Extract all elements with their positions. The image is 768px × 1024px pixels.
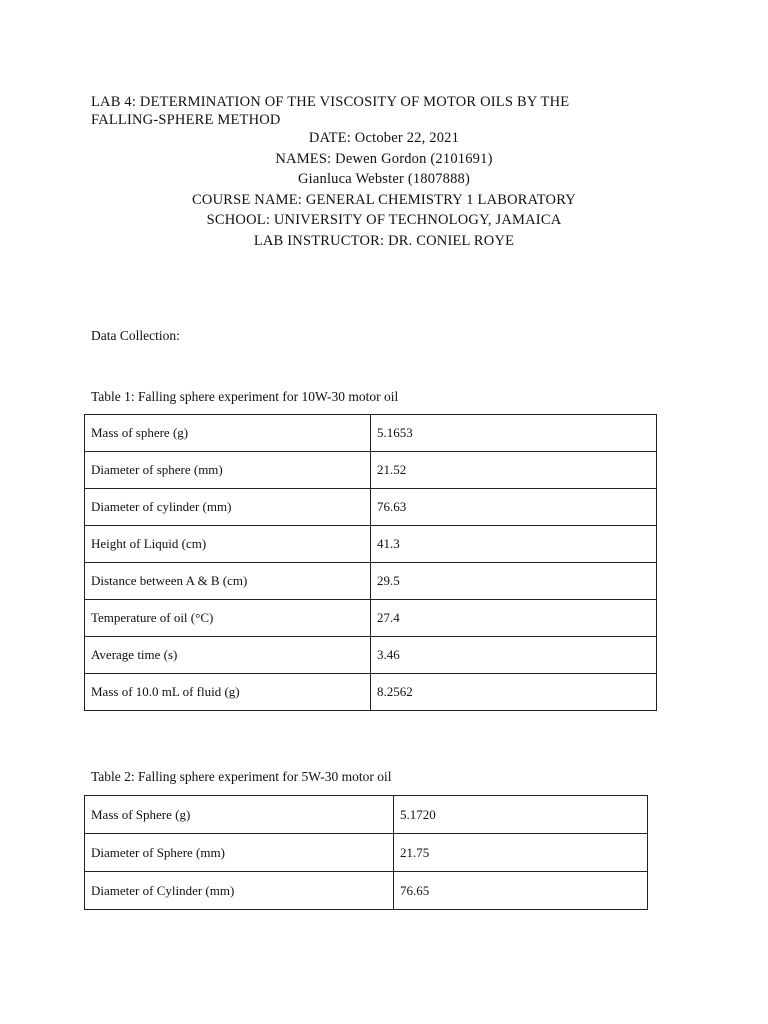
- row-value: 8.2562: [371, 674, 657, 711]
- row-value: 5.1720: [394, 796, 648, 834]
- row-value: 76.65: [394, 872, 648, 910]
- row-label: Diameter of sphere (mm): [85, 452, 371, 489]
- row-label: Mass of sphere (g): [85, 415, 371, 452]
- row-value: 29.5: [371, 563, 657, 600]
- table2-caption: Table 2: Falling sphere experiment for 5W-30 motor oil: [91, 769, 392, 784]
- row-value: 5.1653: [371, 415, 657, 452]
- row-label: Average time (s): [85, 637, 371, 674]
- row-label: Temperature of oil (°C): [85, 600, 371, 637]
- table-row: [85, 452, 657, 489]
- table-row: [85, 600, 657, 637]
- table-row: [85, 563, 657, 600]
- section-heading: Data Collection:: [91, 328, 180, 343]
- table-5w30: [84, 795, 648, 910]
- row-value: 3.46: [371, 637, 657, 674]
- report-course: COURSE NAME: GENERAL CHEMISTRY 1 LABORATORY: [192, 192, 576, 208]
- table1-caption: Table 1: Falling sphere experiment for 10W-30 motor oil: [91, 389, 399, 404]
- row-label: Mass of Sphere (g): [85, 796, 394, 834]
- row-label: Diameter of Sphere (mm): [85, 834, 394, 872]
- row-value: 41.3: [371, 526, 657, 563]
- row-value: 21.52: [371, 452, 657, 489]
- row-label: Diameter of Cylinder (mm): [85, 872, 394, 910]
- table-row: [85, 796, 648, 834]
- report-date: DATE: October 22, 2021: [308, 130, 460, 146]
- report-names-second: Gianluca Webster (1807888): [297, 171, 471, 187]
- report-title-line-1: LAB 4: DETERMINATION OF THE VISCOSITY OF MOTOR OILS BY THE: [91, 94, 570, 110]
- table-row: [85, 415, 657, 452]
- table-row: [85, 526, 657, 563]
- table-row: [85, 872, 648, 910]
- row-label: Mass of 10.0 mL of fluid (g): [85, 674, 371, 711]
- row-label: Height of Liquid (cm): [85, 526, 371, 563]
- report-title-line-2: FALLING-SPHERE METHOD: [91, 112, 281, 128]
- table-10w30: [84, 414, 657, 711]
- table-row: [85, 489, 657, 526]
- row-label: Distance between A & B (cm): [85, 563, 371, 600]
- row-value: 76.63: [371, 489, 657, 526]
- row-label: Diameter of cylinder (mm): [85, 489, 371, 526]
- table-row: [85, 637, 657, 674]
- row-value: 27.4: [371, 600, 657, 637]
- row-value: 21.75: [394, 834, 648, 872]
- report-instructor: LAB INSTRUCTOR: DR. CONIEL ROYE: [253, 233, 515, 249]
- table-row: [85, 834, 648, 872]
- report-names: NAMES: Dewen Gordon (2101691): [275, 151, 493, 167]
- table-row: [85, 674, 657, 711]
- report-school: SCHOOL: UNIVERSITY OF TECHNOLOGY, JAMAICA: [206, 212, 562, 228]
